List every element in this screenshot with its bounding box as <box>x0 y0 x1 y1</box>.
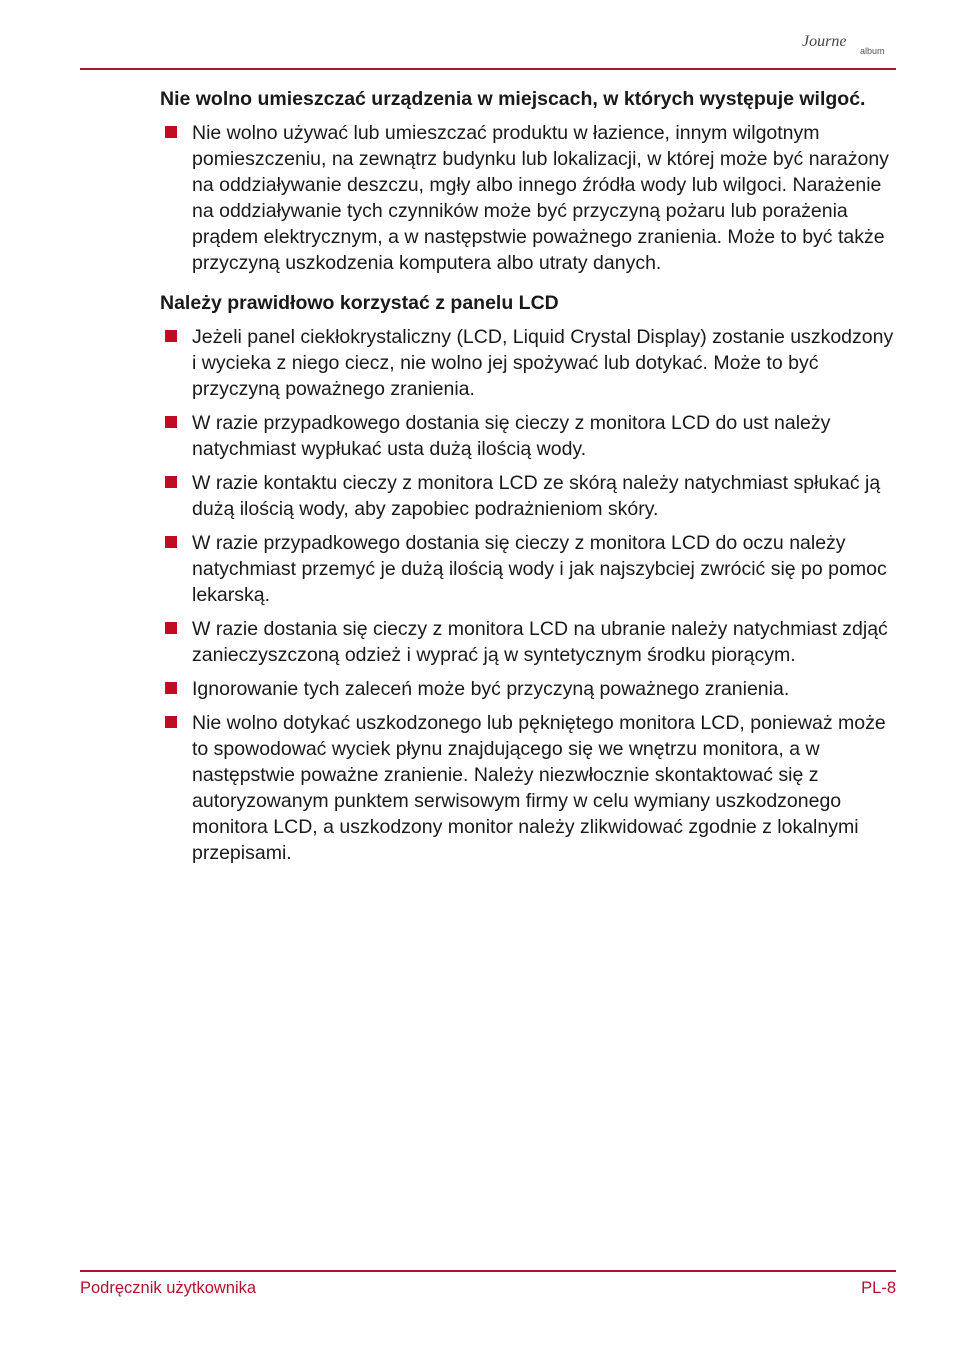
logo-graphic <box>796 26 896 60</box>
logo-sub: album <box>860 46 885 56</box>
list-item-text: Jeżeli panel ciekłokrystaliczny (LCD, Liquid Crystal Display) zostanie uszkodzony i wycieka z niego ciecz, nie wolno jej spożywać lub dotykać. Może to być przyczyną poważnego zranienia. <box>192 326 894 400</box>
list-item <box>160 120 896 276</box>
section-heading-lcd: Należy prawidłowo korzystać z panelu LCD <box>160 292 559 314</box>
footer-rule <box>80 1270 896 1272</box>
list-item-text: W razie dostania się cieczy z monitora LCD na ubranie należy natychmiast zdjąć zanieczyszczoną odzież i wyprać ją w syntetycznym środku piorącym. <box>192 618 888 666</box>
square-bullet-icon <box>165 476 177 488</box>
list-item <box>160 324 896 402</box>
list-item-text: W razie przypadkowego dostania się cieczy z monitora LCD do ust należy natychmiast wypłukać usta dużą ilością wody. <box>192 412 831 460</box>
lcd-list <box>160 324 896 866</box>
square-bullet-icon <box>165 536 177 548</box>
header-rule <box>80 68 896 70</box>
list-item <box>160 616 896 668</box>
moisture-list <box>160 120 896 276</box>
square-bullet-icon <box>165 126 177 138</box>
square-bullet-icon <box>165 330 177 342</box>
list-item-text: Ignorowanie tych zaleceń może być przyczyną poważnego zranienia. <box>192 678 790 700</box>
list-item <box>160 676 896 702</box>
section-heading-moisture: Nie wolno umieszczać urządzenia w miejscach, w których występuje wilgoć. <box>160 88 866 110</box>
footer-manual-title: Podręcznik użytkownika <box>80 1279 257 1297</box>
logo-script: Journe <box>802 33 847 50</box>
list-item-text: W razie kontaktu cieczy z monitora LCD ze skórą należy natychmiast spłukać ją dużą ilością wody, aby zapobiec podrażnieniom skóry. <box>192 472 881 520</box>
square-bullet-icon <box>165 622 177 634</box>
list-item <box>160 530 896 608</box>
list-item-text: W razie przypadkowego dostania się cieczy z monitora LCD do oczu należy natychmiast przemyć je dużą ilością wody i jak najszybciej zwrócić się po pomoc lekarską. <box>192 532 887 606</box>
footer-page-number: PL-8 <box>861 1279 896 1297</box>
square-bullet-icon <box>165 682 177 694</box>
list-item <box>160 470 896 522</box>
list-item-text: Nie wolno używać lub umieszczać produktu w łazience, innym wilgotnym pomieszczeniu, na zewnątrz budynku lub lokalizacji, w której może być narażony na oddziaływanie deszczu, mgły albo innego źródła wody lub wilgoci. Narażenie na oddziaływanie tych czynników może być przyczyną pożaru lub porażenia prądem elektrycznym, a w następstwie poważnego zranienia. Może to być także przyczyną uszkodzenia komputera albo utraty danych. <box>192 122 889 274</box>
page-content <box>160 86 896 874</box>
square-bullet-icon <box>165 716 177 728</box>
journe-album-logo <box>796 26 896 60</box>
list-item <box>160 410 896 462</box>
list-item-text: Nie wolno dotykać uszkodzonego lub pękniętego monitora LCD, ponieważ może to spowodować wyciek płynu znajdującego się we wnętrzu monitora, a w następstwie poważne zranienie. Należy niezwłocznie skontaktować się z autoryzowanym punktem serwisowym firmy w celu wymiany uszkodzonego monitora LCD, a uszkodzony monitor należy zlikwidować zgodnie z lokalnymi przepisami. <box>192 712 886 864</box>
list-item <box>160 710 896 866</box>
square-bullet-icon <box>165 416 177 428</box>
